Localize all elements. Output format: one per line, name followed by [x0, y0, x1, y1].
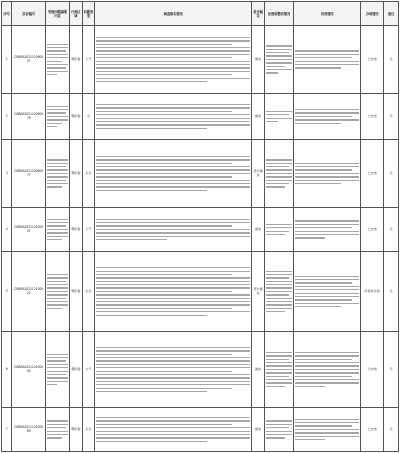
cell-no: 3: [2, 140, 12, 208]
table-row: [2, 94, 399, 140]
cell-no: 1: [2, 26, 12, 94]
cell-type: 大气: [82, 208, 95, 252]
cell-issue: [45, 26, 69, 94]
header-handling: 处理和整改情况: [264, 2, 293, 26]
cell-district: 鄂伦春: [70, 208, 83, 252]
cell-accountability: [294, 252, 361, 332]
cell-status: 已办结: [361, 140, 384, 208]
petition-table: [1, 1, 399, 452]
cell-id: D3BSA202112090079: [12, 94, 46, 140]
cell-handling: [264, 94, 293, 140]
cell-status: 已办结: [361, 26, 384, 94]
cell-investigation: [95, 332, 252, 408]
cell-district: 鄂伦春: [70, 252, 83, 332]
table-header-row: [2, 2, 399, 26]
cell-issue: [45, 208, 69, 252]
header-investigation: 调查核实情况: [95, 2, 252, 26]
cell-handling: [264, 332, 293, 408]
cell-truth: 部分属实: [252, 252, 265, 332]
cell-accountability: [294, 140, 361, 208]
cell-truth: 部分属实: [252, 140, 265, 208]
cell-accountability: [294, 332, 361, 408]
header-accountability: 问责情况: [294, 2, 361, 26]
cell-handling: [264, 408, 293, 452]
cell-status: 已办结: [361, 208, 384, 252]
header-district: 行政区域: [70, 2, 83, 26]
cell-investigation: [95, 408, 252, 452]
cell-remark: 无: [384, 408, 399, 452]
cell-district: 鄂伦春: [70, 408, 83, 452]
table-row: [2, 332, 399, 408]
cell-issue: [45, 408, 69, 452]
cell-remark: 无: [384, 26, 399, 94]
header-remark: 备注: [384, 2, 399, 26]
table-row: [2, 208, 399, 252]
cell-type: 生态: [82, 408, 95, 452]
cell-id: D3BSA202112100007: [12, 208, 46, 252]
cell-investigation: [95, 26, 252, 94]
cell-accountability: [294, 26, 361, 94]
header-status: 办结情况: [361, 2, 384, 26]
cell-district: 鄂伦春: [70, 26, 83, 94]
cell-accountability: [294, 94, 361, 140]
cell-truth: 属实: [252, 332, 265, 408]
cell-no: 7: [2, 408, 12, 452]
cell-investigation: [95, 140, 252, 208]
cell-no: 5: [2, 252, 12, 332]
cell-id: D3BSA202112100004: [12, 332, 46, 408]
cell-id: D3BSA202112100069: [12, 408, 46, 452]
cell-truth: 属实: [252, 94, 265, 140]
cell-no: 2: [2, 94, 12, 140]
cell-district: 鄂伦春: [70, 94, 83, 140]
header-id: 信访编号: [12, 2, 46, 26]
cell-investigation: [95, 252, 252, 332]
cell-remark: 无: [384, 252, 399, 332]
cell-handling: [264, 252, 293, 332]
cell-handling: [264, 208, 293, 252]
cell-issue: [45, 252, 69, 332]
cell-type: 生态: [82, 140, 95, 208]
cell-id: D3BSA202112090057: [12, 26, 46, 94]
cell-remark: 无: [384, 140, 399, 208]
cell-truth: 属实: [252, 26, 265, 94]
cell-truth: 属实: [252, 208, 265, 252]
header-issue: 受理问题摘要内容: [45, 2, 69, 26]
cell-id: D3BSA202112090077: [12, 140, 46, 208]
cell-no: 4: [2, 208, 12, 252]
header-type: 问题类型: [82, 2, 95, 26]
table-row: [2, 26, 399, 94]
cell-status: 已办结: [361, 332, 384, 408]
cell-status: 已办结: [361, 94, 384, 140]
cell-status: 已办结: [361, 408, 384, 452]
cell-accountability: [294, 408, 361, 452]
cell-truth: 属实: [252, 408, 265, 452]
table-row: [2, 140, 399, 208]
cell-type: 水: [82, 94, 95, 140]
cell-issue: [45, 332, 69, 408]
cell-issue: [45, 94, 69, 140]
cell-district: 鄂伦春: [70, 332, 83, 408]
header-no: 序号: [2, 2, 12, 26]
cell-type: 生态: [82, 252, 95, 332]
cell-investigation: [95, 94, 252, 140]
cell-handling: [264, 140, 293, 208]
cell-investigation: [95, 208, 252, 252]
cell-type: 大气: [82, 332, 95, 408]
cell-status: 阶段性办结: [361, 252, 384, 332]
cell-district: 鄂伦春: [70, 140, 83, 208]
cell-type: 大气: [82, 26, 95, 94]
cell-remark: 无: [384, 208, 399, 252]
cell-remark: 无: [384, 94, 399, 140]
cell-id: D3BSA202112100022: [12, 252, 46, 332]
table-row: [2, 408, 399, 452]
cell-issue: [45, 140, 69, 208]
cell-no: 6: [2, 332, 12, 408]
cell-remark: 无: [384, 332, 399, 408]
cell-accountability: [294, 208, 361, 252]
table-row: [2, 252, 399, 332]
header-truth: 是否属实: [252, 2, 265, 26]
cell-handling: [264, 26, 293, 94]
